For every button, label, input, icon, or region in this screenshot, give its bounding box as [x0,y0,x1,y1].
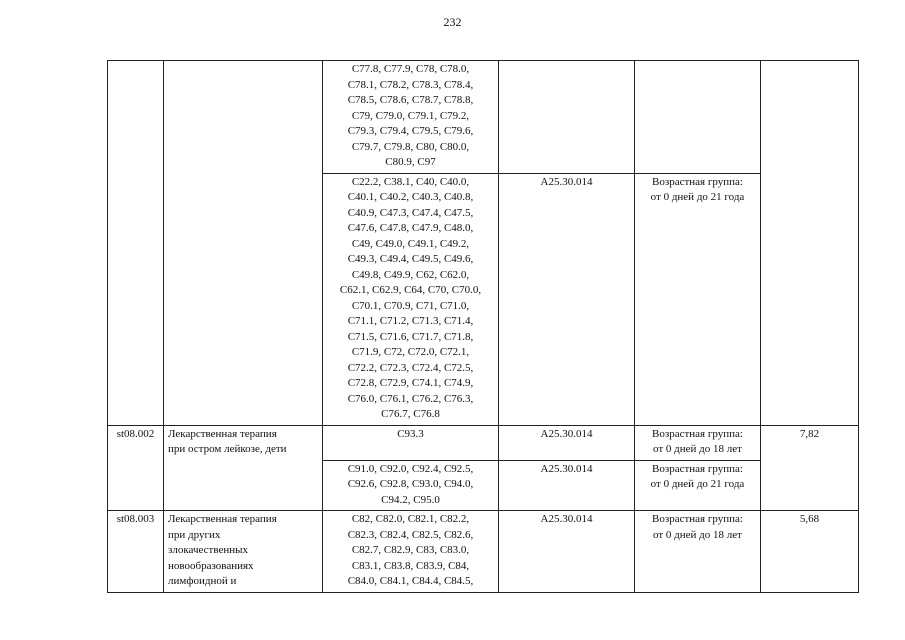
criteria-cell: Возрастная группа: от 0 дней до 21 года [635,460,761,511]
diagnosis-codes-cell: C91.0, C92.0, C92.4, C92.5, C92.6, C92.8, C93.0, C94.0, C94.2, C95.0 [323,460,499,511]
diagnosis-codes-cell: C22.2, C38.1, C40, C40.0, C40.1, C40.2, C40.3, C40.8, C40.9, C47.3, C47.4, C47.5, C47.6, C47.8, C47.9, C48.0, C49, C49.0, C49.1, C49.2, C49.3, C49.4, C49.5, C49.6, C49.8, C49.9, C62, C62.0, C62.1, C62.9, C64, C70, C70.0, C70.1, C70.9, C71, C71.0, C71.1, C71.2, C71.3, C71.4, C71.5, C71.6, C71.7, C71.8, C71.9, C72, C72.0, C72.1, C72.2, C72.3, C72.4, C72.5, C72.8, C72.9, C74.1, C74.9, C76.0, C76.1, C76.2, C76.3, C76.7, C76.8 [323,173,499,425]
ksg-code-cell: st08.002 [108,425,164,511]
service-code-cell: A25.30.014 [499,173,635,425]
criteria-cell: Возрастная группа: от 0 дней до 21 года [635,173,761,425]
ksg-code-cell: st08.003 [108,511,164,593]
service-code-cell: A25.30.014 [499,511,635,593]
table-row [108,425,859,460]
table-row [108,511,859,593]
diagnosis-codes-cell: C77.8, C77.9, C78, C78.0, C78.1, C78.2, C78.3, C78.4, C78.5, C78.6, C78.7, C78.8, C79, C79.0, C79.1, C79.2, C79.3, C79.4, C79.5, C79.6, C79.7, C79.8, C80, C80.0, C80.9, C97 [323,61,499,174]
diagnosis-codes-cell: C82, C82.0, C82.1, C82.2, C82.3, C82.4, C82.5, C82.6, C82.7, C82.9, C83, C83.0, C83.1, C83.8, C83.9, C84, C84.0, C84.1, C84.4, C84.5, [323,511,499,593]
criteria-cell: Возрастная группа: от 0 дней до 18 лет [635,511,761,593]
table-row [108,61,859,174]
coefficient-cell: 5,68 [761,511,859,593]
coefficient-cell: 7,82 [761,425,859,511]
tariff-table [107,60,859,593]
criteria-cell: Возрастная группа: от 0 дней до 18 лет [635,425,761,460]
service-code-cell [499,61,635,174]
criteria-cell [635,61,761,174]
ksg-name-cell [164,61,323,426]
page-number: 232 [443,15,462,29]
service-code-cell: A25.30.014 [499,425,635,460]
ksg-code-cell [108,61,164,426]
service-code-cell: A25.30.014 [499,460,635,511]
diagnosis-codes-cell: C93.3 [323,425,499,460]
ksg-name-cell: Лекарственная терапия при остром лейкозе, дети [164,425,323,511]
coefficient-cell [761,61,859,426]
ksg-name-cell: Лекарственная терапия при других злокачественных новообразованиях лимфоидной и [164,511,323,593]
